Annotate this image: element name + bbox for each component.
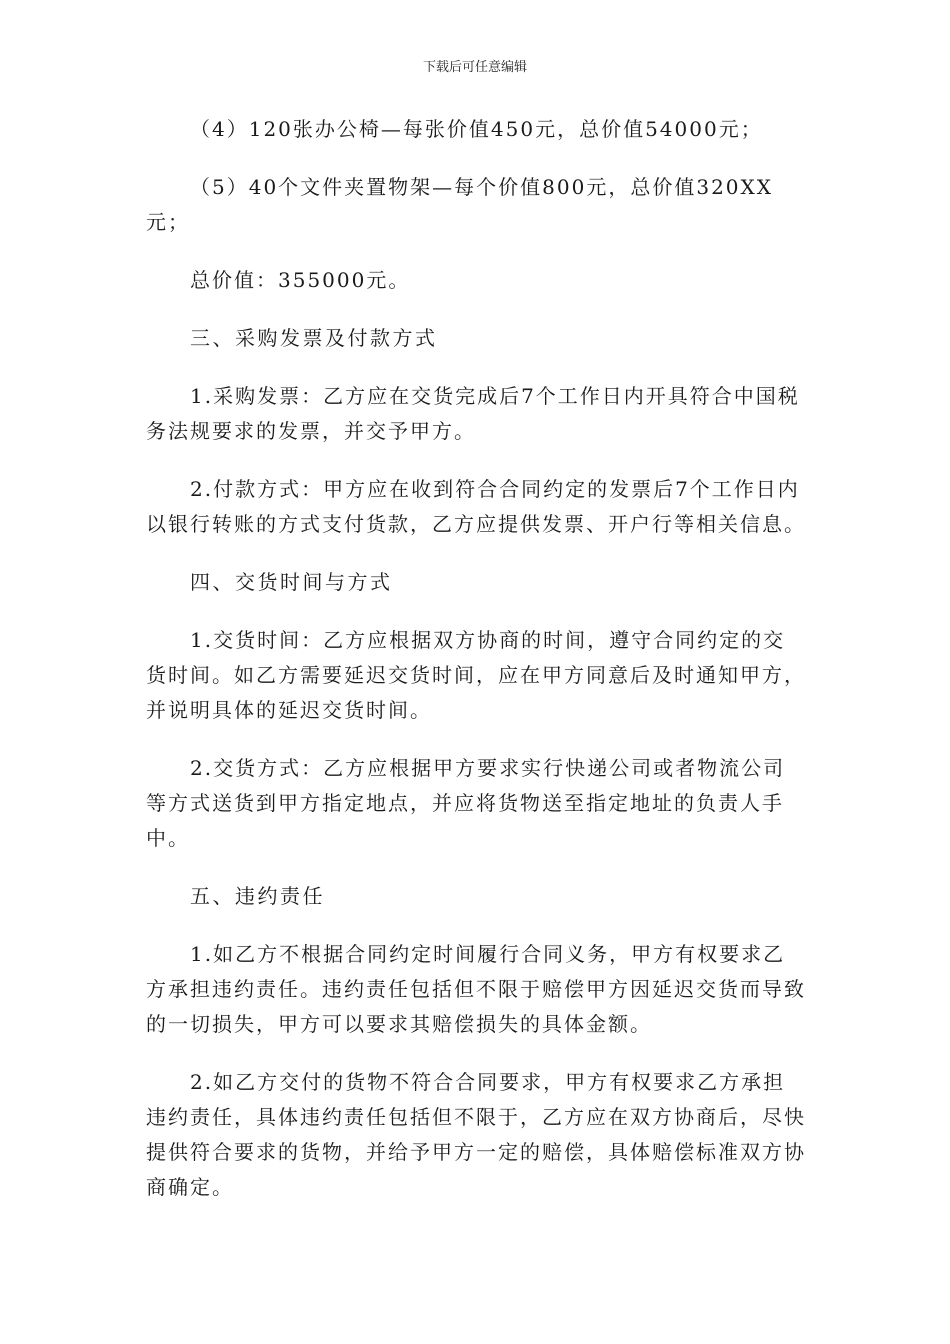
clause-delivery-method: 2.交货方式：乙方应根据甲方要求实行快递公司或者物流公司等方式送货到甲方指定地点，并应将货物送至指定地址的负责人手中。 [146, 756, 786, 850]
clause-invoice: 1.采购发票：乙方应在交货完成后7个工作日内开具符合中国税务法规要求的发票，并交予甲方。 [146, 384, 800, 443]
clause-liability-nonconforming: 2.如乙方交付的货物不符合合同要求，甲方有权要求乙方承担违约责任，具体违约责任包括但不限于，乙方应在双方协商后，尽快提供符合要求的货物，并给予甲方一定的赔偿，具体赔偿标准双方协商确定。 [146, 1070, 806, 1199]
total-value: 总价值：355000元。 [190, 268, 411, 292]
section-heading-liability: 五、违约责任 [190, 884, 325, 908]
item-office-chairs: （4）120张办公椅—每张价值450元，总价值54000元； [190, 117, 763, 141]
clause-payment-method: 2.付款方式：甲方应在收到符合合同约定的发票后7个工作日内以银行转账的方式支付货款，乙方应提供发票、开户行等相关信息。 [146, 477, 806, 536]
item-file-racks: （5）40个文件夹置物架—每个价值800元，总价值320XX元； [146, 175, 773, 234]
section-heading-invoice-payment: 三、采购发票及付款方式 [190, 326, 438, 350]
page-header-note: 下载后可任意编辑 [422, 60, 527, 75]
document-body [146, 112, 806, 1228]
clause-delivery-time: 1.交货时间：乙方应根据双方协商的时间，遵守合同约定的交货时间。如乙方需要延迟交货时间，应在甲方同意后及时通知甲方，并说明具体的延迟交货时间。 [146, 628, 806, 722]
clause-liability-delay: 1.如乙方不根据合同约定时间履行合同义务，甲方有权要求乙方承担违约责任。违约责任包括但不限于赔偿甲方因延迟交货而导致的一切损失，甲方可以要求其赔偿损失的具体金额。 [146, 942, 806, 1036]
section-heading-delivery: 四、交货时间与方式 [190, 570, 393, 594]
